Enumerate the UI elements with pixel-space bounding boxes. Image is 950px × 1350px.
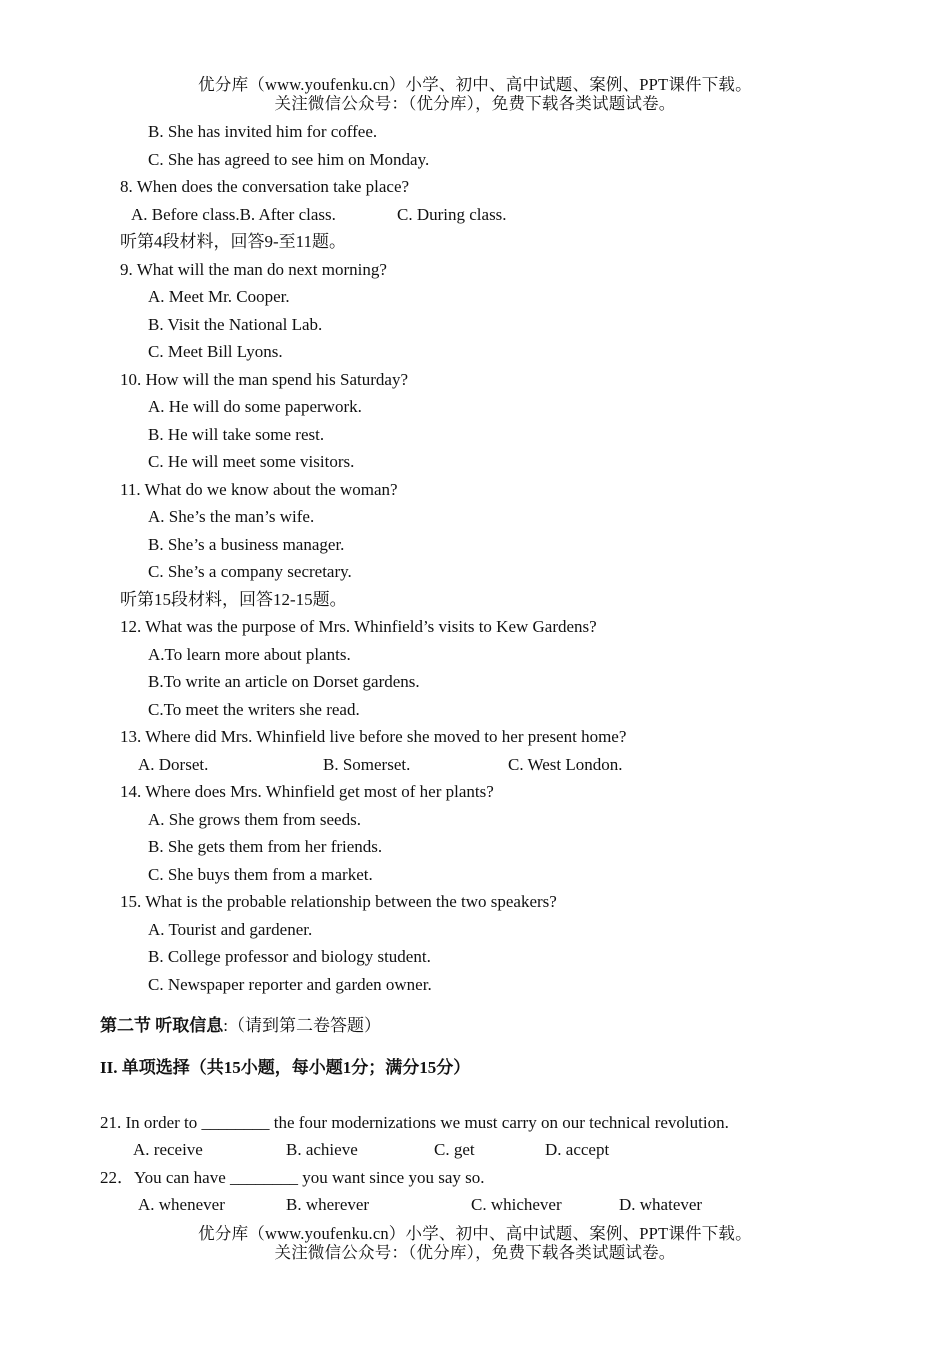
q9-option-a: A. Meet Mr. Cooper. <box>148 287 290 306</box>
section-4-instruction: 听第4段材料，回答9-至11题。 <box>120 232 347 251</box>
q10-option-a: A. He will do some paperwork. <box>148 397 362 416</box>
q22-option-c: C. whichever <box>471 1195 562 1214</box>
question-12: 12. What was the purpose of Mrs. Whinfield’s visits to Kew Gardens? <box>120 617 597 636</box>
q13-option-c: C. West London. <box>508 755 623 774</box>
q10-option-b: B. He will take some rest. <box>148 425 325 444</box>
q14-option-a: A. She grows them from seeds. <box>148 810 361 829</box>
header-line-1: 优分库（www.youfenku.cn）小学、初中、高中试题、案例、PPT课件下载。 <box>198 75 752 94</box>
question-8: 8. When does the conversation take place? <box>120 177 410 196</box>
question-22: 22．You can have ________ you want since you say so. <box>100 1168 485 1187</box>
footer-line-2: 关注微信公众号：（优分库），免费下载各类试题试卷。 <box>274 1243 676 1262</box>
q8-option-c: C. During class. <box>397 205 507 224</box>
part-2-title: 第二节 听取信息 <box>100 1016 224 1035</box>
header-line-2: 关注微信公众号：（优分库），免费下载各类试题试卷。 <box>274 94 676 113</box>
q12-option-a: A.To learn more about plants. <box>148 645 351 664</box>
q13-option-b: B. Somerset. <box>323 755 411 774</box>
q21-option-c: C. get <box>434 1140 475 1159</box>
q9-option-c: C. Meet Bill Lyons. <box>148 342 283 361</box>
q22-option-a: A. whenever <box>138 1195 225 1214</box>
q21-option-d: D. accept <box>545 1140 610 1159</box>
q21-option-a: A. receive <box>133 1140 203 1159</box>
q7-option-c: C. She has agreed to see him on Monday. <box>148 150 430 169</box>
q22-option-d: D. whatever <box>619 1195 703 1214</box>
q15-option-b: B. College professor and biology student. <box>148 947 431 966</box>
section-ii-heading: II. 单项选择（共15小题，每小题1分；满分15分） <box>100 1058 471 1077</box>
question-21: 21. In order to ________ the four modernizations we must carry on our technical revolution. <box>100 1113 729 1132</box>
footer-line-1: 优分库（www.youfenku.cn）小学、初中、高中试题、案例、PPT课件下载。 <box>198 1224 752 1243</box>
section-15-instruction: 听第15段材料，回答12-15题。 <box>120 590 347 609</box>
question-14: 14. Where does Mrs. Whinfield get most of her plants? <box>120 782 494 801</box>
q21-option-b: B. achieve <box>286 1140 358 1159</box>
q12-option-b: B.To write an article on Dorset gardens. <box>148 672 420 691</box>
question-9: 9. What will the man do next morning? <box>120 260 387 279</box>
q15-option-c: C. Newspaper reporter and garden owner. <box>148 975 432 994</box>
q14-option-b: B. She gets them from her friends. <box>148 837 383 856</box>
q11-option-c: C. She’s a company secretary. <box>148 562 352 581</box>
question-15: 15. What is the probable relationship between the two speakers? <box>120 892 557 911</box>
q7-option-b: B. She has invited him for coffee. <box>148 122 378 141</box>
q15-option-a: A. Tourist and gardener. <box>148 920 313 939</box>
q22-option-b: B. wherever <box>286 1195 370 1214</box>
q12-option-c: C.To meet the writers she read. <box>148 700 360 719</box>
q11-option-b: B. She’s a business manager. <box>148 535 345 554</box>
q10-option-c: C. He will meet some visitors. <box>148 452 355 471</box>
q11-option-a: A. She’s the man’s wife. <box>148 507 315 526</box>
question-11: 11. What do we know about the woman? <box>120 480 398 499</box>
part-2-heading <box>100 1016 381 1036</box>
q8-options-ab: A. Before class.B. After class. <box>131 205 336 224</box>
question-13: 13. Where did Mrs. Whinfield live before she moved to her present home? <box>120 727 627 746</box>
q14-option-c: C. She buys them from a market. <box>148 865 373 884</box>
part-2-note: :（请到第二卷答题） <box>223 1016 381 1035</box>
q9-option-b: B. Visit the National Lab. <box>148 315 323 334</box>
question-10: 10. How will the man spend his Saturday? <box>120 370 409 389</box>
q13-option-a: A. Dorset. <box>138 755 209 774</box>
